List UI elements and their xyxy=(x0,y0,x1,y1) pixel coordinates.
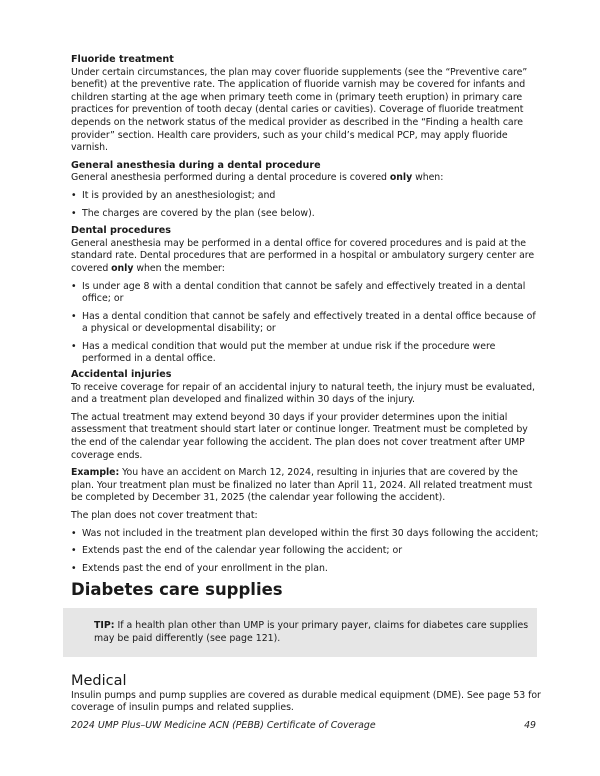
diabetes-heading: Diabetes care supplies xyxy=(71,580,283,600)
anesthesia-intro-emphasis: only xyxy=(389,172,413,184)
anesthesia-intro xyxy=(71,172,541,185)
list-item xyxy=(71,190,541,203)
anesthesia-conditions-list xyxy=(71,190,541,220)
section-diabetes-care-supplies xyxy=(71,580,541,714)
bullet-icon: • xyxy=(71,340,77,352)
list-item xyxy=(71,341,541,366)
fluoride-heading: Fluoride treatment xyxy=(71,54,174,65)
example-label: Example: xyxy=(71,467,120,479)
accidental-injuries-paragraph-1: To receive coverage for repair of an accidental injury to natural teeth, the injury must be evaluated, and a treatment plan developed and finalized within 30 days of the injury. xyxy=(71,381,535,406)
tip-label: TIP: xyxy=(94,620,115,632)
section-dental-procedures xyxy=(71,225,541,366)
dental-procedures-intro-emphasis: only xyxy=(111,262,134,274)
fluoride-body: Under certain circumstances, the plan may cover fluoride supplements (see the “Preventive care” benefit) at the preventive rate. The application of fluoride varnish may be covered for infants and children starting at the age when primary teeth come in (primary teeth eruption) in primary care practices for prevention of tooth decay (dental caries or cavities). Coverage of fluoride treatment depends on the network status of the medical provider as described in the “Finding a health care provider” section. Health care providers, such as your child’s medical PCP, may apply fluoride varnish. xyxy=(71,66,528,154)
bullet-icon: • xyxy=(71,562,77,574)
bullet-icon: • xyxy=(71,545,77,557)
page-footer xyxy=(71,720,536,745)
list-item xyxy=(71,208,541,221)
dental-procedures-heading: Dental procedures xyxy=(71,225,172,237)
anesthesia-intro-text: General anesthesia performed during a dental procedure is covered xyxy=(71,172,390,184)
list-item xyxy=(71,528,541,541)
section-fluoride-treatment xyxy=(71,54,541,155)
accidental-injuries-heading: Accidental injuries xyxy=(71,369,172,381)
list-item-text: Extends past the end of your enrollment in the plan. xyxy=(82,562,328,574)
accidental-injuries-paragraph-2: The actual treatment may extend beyond 30 days if your provider determines upon the initial assessment that treatment should start later or continue longer. Treatment must be completed by the end of the calendar year following the accident. The plan does not cover treatment after UMP coverage ends. xyxy=(71,411,528,461)
list-item-text: Has a medical condition that would put the member at undue risk if the procedure were performed in a dental office. xyxy=(82,340,496,365)
dental-procedures-intro-text-end: when the member: xyxy=(133,262,225,274)
list-item-text: The charges are covered by the plan (see below). xyxy=(82,207,315,219)
medical-subheading: Medical xyxy=(71,672,127,689)
not-covered-list xyxy=(71,528,541,576)
list-item-text: It is provided by an anesthesiologist; and xyxy=(82,189,276,201)
list-item-text: Has a dental condition that cannot be safely and effectively treated in a dental office because of a physical or developmental disability; or xyxy=(82,310,536,335)
list-item-text: Was not included in the treatment plan developed within the first 30 days following the accident; xyxy=(82,527,539,539)
dental-procedures-intro-text: General anesthesia may be performed in a dental office for covered procedures and is paid at the standard rate. Dental procedures that are performed in a hospital or ambulatory surgery center are covered xyxy=(71,237,535,274)
not-covered-intro: The plan does not cover treatment that: xyxy=(71,510,258,521)
bullet-icon: • xyxy=(71,310,77,322)
anesthesia-intro-text-end: when: xyxy=(412,172,444,184)
list-item-text: Is under age 8 with a dental condition that cannot be safely and effectively treated in a dental office; or xyxy=(82,280,526,305)
list-item xyxy=(71,563,541,576)
dental-procedures-conditions-list xyxy=(71,281,541,367)
accidental-injuries-example xyxy=(71,467,541,505)
footer-document-title: 2024 UMP Plus–UW Medicine ACN (PEBB) Certificate of Coverage xyxy=(71,719,376,731)
bullet-icon: • xyxy=(71,280,77,292)
bullet-icon: • xyxy=(71,527,77,539)
list-item xyxy=(71,281,541,306)
bullet-icon: • xyxy=(71,189,77,201)
page-number: 49 xyxy=(524,719,536,731)
list-item xyxy=(71,545,541,558)
bullet-icon: • xyxy=(71,207,77,219)
tip-box xyxy=(63,608,537,656)
list-item-text: Extends past the end of the calendar year following the accident; or xyxy=(82,545,403,557)
example-text: You have an accident on March 12, 2024, resulting in injuries that are covered by the plan. Your treatment plan must be finalized no later than April 11, 2024. All related treatment must be completed by December 31, 2025 (the calendar year following the accident). xyxy=(71,467,533,504)
tip-text: If a health plan other than UMP is your primary payer, claims for diabetes care supplies may be paid differently (see page 121). xyxy=(94,620,529,644)
dental-procedures-intro xyxy=(71,238,541,276)
medical-body: Insulin pumps and pump supplies are covered as durable medical equipment (DME). See page 53 for coverage of insulin pumps and related supplies. xyxy=(71,689,541,714)
section-general-anesthesia xyxy=(71,160,541,220)
anesthesia-heading: General anesthesia during a dental procedure xyxy=(71,159,321,171)
section-accidental-injuries xyxy=(71,369,541,575)
list-item xyxy=(71,311,541,336)
